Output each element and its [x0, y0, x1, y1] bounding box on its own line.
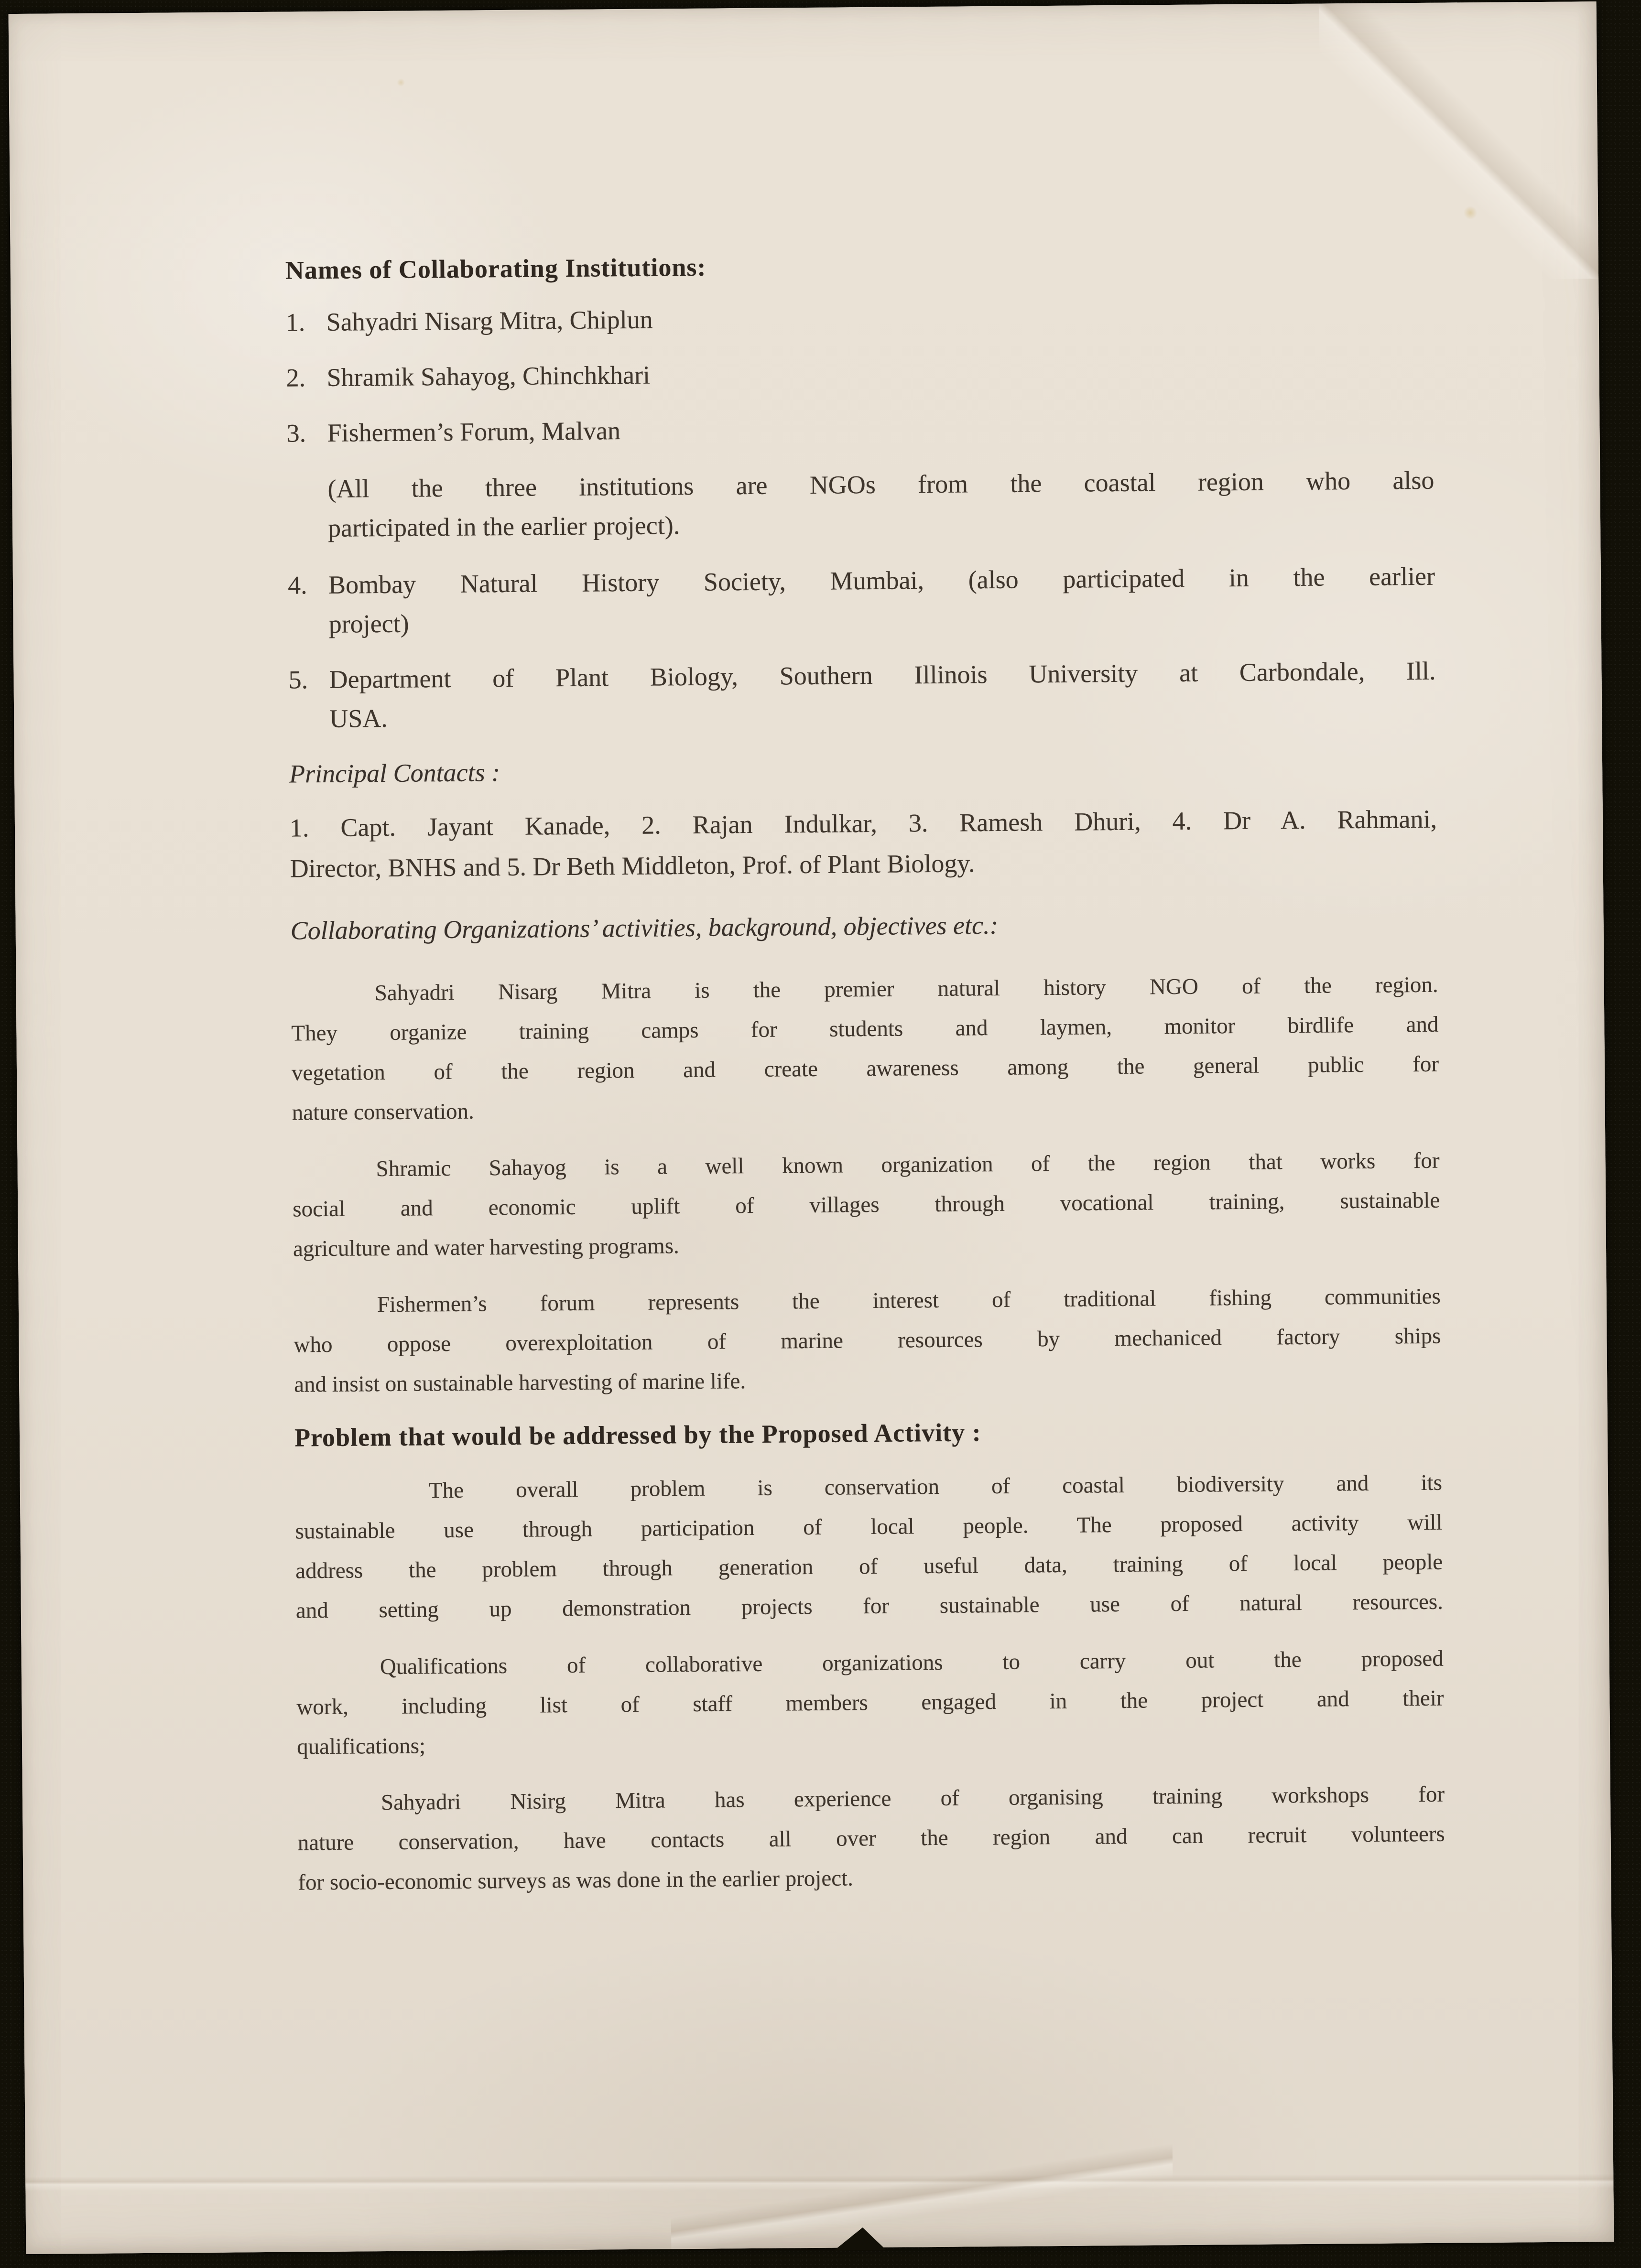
paragraph-overall-problem — [295, 1463, 1444, 1631]
paragraph-line: Fishermen’s forum represents the interest of traditional fishing communities — [377, 1284, 1441, 1318]
heading-problem-addressed: Problem that would be addressed by the Proposed Activity : — [294, 1418, 981, 1452]
paper-fold-bottom-center — [671, 2140, 1174, 2249]
paragraph-line: They organize training camps for students and laymen, monitor birdlife and — [291, 1012, 1439, 1046]
institution-item-1 — [285, 294, 1433, 342]
contacts-line-2: Director, BNHS and 5. Dr Beth Middleton, Prof. of Plant Biology. — [290, 849, 975, 883]
list-number: 2. — [286, 363, 306, 392]
paper-fold-notch — [834, 2227, 886, 2251]
note-line-2: participated in the earlier project). — [327, 511, 680, 542]
paragraph-sahyadri-nisarg-mitra — [291, 965, 1439, 1133]
heading-collaborating-organizations-activities: Collaborating Organizations’ activities, background, objectives etc.: — [290, 910, 999, 945]
paragraph-line: Sahyadri Nisarg Mitra is the premier natural history NGO of the region. — [374, 972, 1438, 1006]
institution-name: Sahyadri Nisarg Mitra, Chiplun — [326, 305, 653, 336]
institution-name: Fishermen’s Forum, Malvan — [327, 416, 621, 447]
institution-item-3 — [286, 405, 1434, 453]
paper-crease-bottom — [25, 2165, 1613, 2197]
paragraph-line: sustainable use through participation of local people. The proposed activity will — [295, 1510, 1443, 1544]
paragraph-line: nature conservation. — [292, 1099, 474, 1125]
institutions-note — [327, 461, 1435, 548]
institution-line-1: Bombay Natural History Society, Mumbai, (also participated in the earlier — [328, 562, 1435, 599]
paragraph-line: and setting up demonstration projects for sustainable use of natural resources. — [295, 1589, 1444, 1623]
paragraph-line: The overall problem is conservation of coastal biodiversity and its — [428, 1470, 1443, 1503]
document-content — [285, 242, 1445, 1903]
heading-collaborating-institutions: Names of Collaborating Institutions: — [285, 252, 706, 285]
paragraph-line: Qualifications of collaborative organizations to carry out the proposed — [380, 1646, 1444, 1680]
paragraph-fishermens-forum — [293, 1277, 1442, 1405]
paragraph-line: and insist on sustainable harvesting of marine life. — [293, 1369, 746, 1397]
paragraph-line: social and economic uplift of villages through vocational training, sustainable — [293, 1188, 1440, 1222]
paragraph-line: who oppose overexploitation of marine resources by mechaniced factory ships — [293, 1323, 1441, 1358]
list-number: 1. — [285, 308, 305, 337]
institution-line-1: Department of Plant Biology, Southern Illinois University at Carbondale, Ill. — [329, 656, 1436, 694]
institution-name — [329, 651, 1436, 738]
paragraph-line: address the problem through generation of useful data, training of local people — [295, 1549, 1443, 1584]
paragraph-line: for socio-economic surveys as was done in the earlier project. — [298, 1866, 854, 1895]
paragraph-line: qualifications; — [296, 1733, 426, 1760]
paper-crease-top-right — [1319, 1, 1599, 281]
institution-item-2 — [286, 349, 1434, 398]
principal-contacts-text — [290, 799, 1437, 889]
institution-item-4 — [288, 557, 1435, 644]
note-line-1: (All the three institutions are NGOs from the coastal region who also — [327, 465, 1435, 503]
paragraph-line: vegetation of the region and create awareness among the general public for — [291, 1051, 1439, 1086]
paragraph-line: nature conservation, have contacts all over the region and can recruit volunteers — [297, 1821, 1445, 1856]
institution-item-5 — [288, 651, 1436, 739]
list-number: 3. — [286, 419, 306, 448]
paragraph-line: work, including list of staff members engaged in the project and their — [296, 1685, 1444, 1720]
list-number: 5. — [288, 665, 308, 694]
institution-name: Shramik Sahayog, Chinchkhari — [326, 360, 651, 392]
list-number: 4. — [287, 571, 307, 600]
institution-line-2: USA. — [329, 703, 388, 733]
paragraph-shramic-sahayog — [292, 1141, 1440, 1269]
paragraph-line: Shramic Sahayog is a well known organization of the region that works for — [376, 1148, 1440, 1182]
paragraph-line: agriculture and water harvesting programs. — [293, 1233, 679, 1262]
heading-principal-contacts: Principal Contacts : — [289, 758, 500, 788]
institution-name — [328, 557, 1435, 644]
paragraph-qualifications — [296, 1639, 1445, 1767]
scanned-document-page — [9, 1, 1614, 2254]
institution-line-2: project) — [328, 609, 409, 638]
paragraph-line: Sahyadri Nisirg Mitra has experience of organising training workshops for — [380, 1782, 1445, 1815]
contacts-line-1: 1. Capt. Jayant Kanade, 2. Rajan Indulkar, 3. Ramesh Dhuri, 4. Dr A. Rahmani, — [289, 804, 1437, 842]
paragraph-sahyadri-experience — [297, 1775, 1445, 1903]
